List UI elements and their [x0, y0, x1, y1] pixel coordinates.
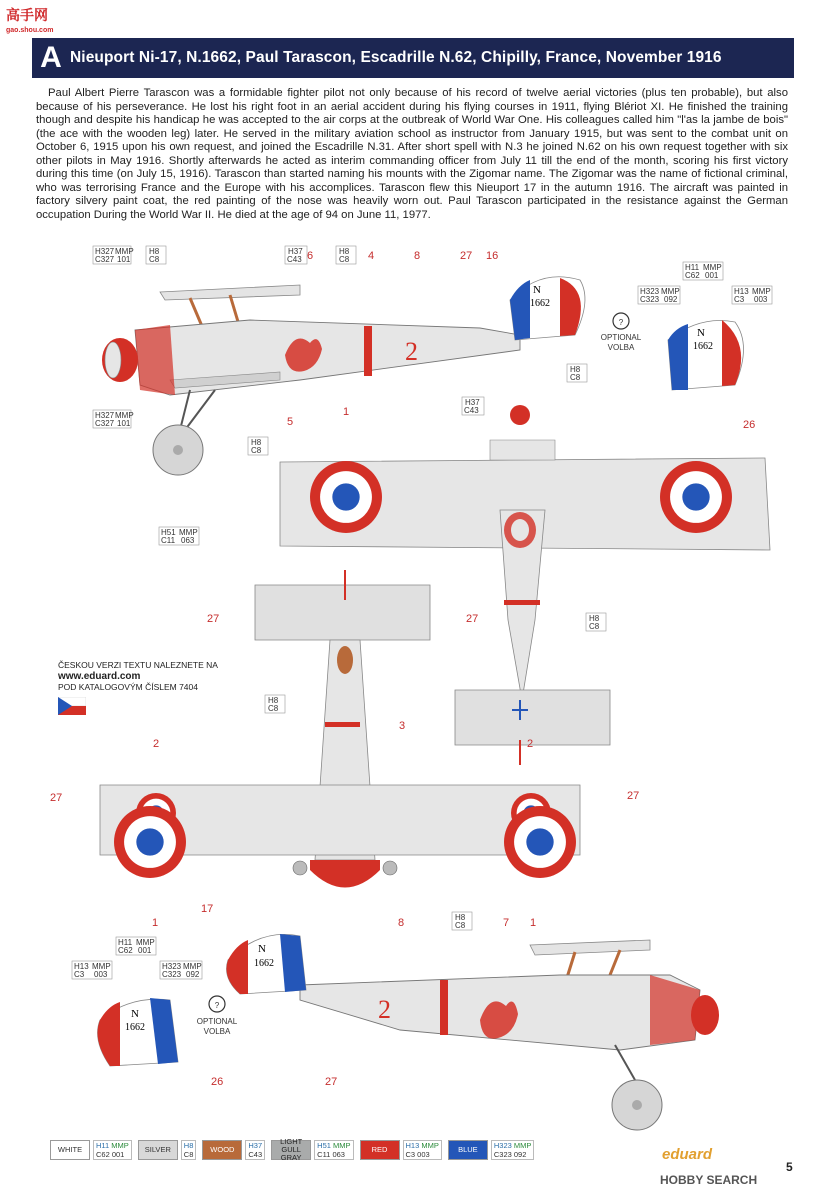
svg-text:1: 1	[530, 917, 537, 929]
profile-title: Nieuport Ni-17, N.1662, Paul Tarascon, Escadrille N.62, Chipilly, France, November 1916	[70, 49, 722, 66]
profile-letter: A	[40, 41, 62, 74]
svg-text:4: 4	[368, 250, 375, 262]
svg-text:27: 27	[460, 250, 473, 262]
legend-swatch: WHITE	[50, 1140, 90, 1160]
callout-h8-top2	[336, 246, 356, 264]
svg-text:2: 2	[153, 738, 160, 750]
svg-text:2: 2	[527, 738, 534, 750]
svg-text:H327: H327	[95, 411, 115, 420]
callout-h327-nose	[93, 410, 134, 428]
svg-text:N: N	[533, 284, 541, 296]
callout-h8-side2	[452, 912, 472, 930]
callout-h13-right	[732, 286, 772, 304]
svg-text:27: 27	[50, 792, 63, 804]
svg-text:17: 17	[201, 903, 214, 915]
svg-text:1: 1	[343, 406, 350, 418]
svg-text:C323: C323	[162, 970, 182, 979]
svg-text:VOLBA: VOLBA	[607, 343, 635, 352]
svg-text:2: 2	[378, 995, 391, 1024]
svg-text:1662: 1662	[254, 958, 274, 969]
svg-text:C43: C43	[464, 406, 479, 415]
svg-text:3: 3	[399, 720, 406, 732]
svg-text:H13: H13	[74, 962, 89, 971]
svg-text:C8: C8	[455, 921, 466, 930]
optional-rudder-right	[668, 320, 744, 390]
svg-text:C8: C8	[570, 373, 581, 382]
czech-line2: www.eduard.com	[58, 671, 141, 682]
svg-text:092: 092	[186, 970, 200, 979]
svg-text:N: N	[258, 943, 266, 955]
svg-text:MMP: MMP	[136, 938, 155, 947]
svg-text:5: 5	[287, 416, 294, 428]
svg-text:C327: C327	[95, 255, 115, 264]
legend-swatch: LIGHT GULL GRAY	[271, 1140, 311, 1160]
svg-text:C8: C8	[251, 446, 262, 455]
callout-h8-top	[146, 246, 166, 264]
legend-item	[50, 1140, 132, 1160]
svg-text:101: 101	[117, 255, 131, 264]
callout-h13-left	[72, 961, 112, 979]
callout-h323-right	[638, 286, 680, 304]
czech-line3: POD KATALOGOVÝM ČÍSLEM 7404	[58, 682, 198, 692]
svg-text:26: 26	[743, 419, 756, 431]
svg-text:27: 27	[207, 613, 220, 625]
watermark-sub: gao.shou.com	[6, 27, 54, 34]
callout-h37-tail	[462, 397, 484, 415]
svg-text:H51: H51	[161, 528, 176, 537]
legend-codes: H51 MMP C11 063	[314, 1140, 353, 1160]
side-view-right	[227, 934, 720, 1130]
svg-text:OPTIONAL: OPTIONAL	[196, 1017, 238, 1026]
page-number: 5	[786, 1160, 793, 1174]
callout-h8-bottom	[265, 695, 285, 713]
callout-h323-left	[160, 961, 202, 979]
watermark-main: 高手网	[6, 7, 48, 23]
svg-text:H8: H8	[455, 913, 466, 922]
svg-text:H37: H37	[465, 398, 480, 407]
svg-text:C3: C3	[74, 970, 85, 979]
optional-marker-bottom	[197, 996, 238, 1036]
svg-text:H8: H8	[339, 247, 350, 256]
callout-h11-right	[683, 262, 723, 280]
callout-h8-topview2	[586, 613, 606, 631]
legend-item	[271, 1137, 353, 1162]
svg-text:063: 063	[181, 536, 195, 545]
legend-swatch: WOOD	[202, 1140, 242, 1160]
czech-note	[58, 660, 218, 715]
svg-text:C11: C11	[161, 536, 176, 545]
legend-item	[138, 1140, 197, 1160]
svg-text:N: N	[697, 327, 705, 339]
svg-text:C8: C8	[339, 255, 350, 264]
callout-h8-topview	[567, 364, 587, 382]
svg-text:003: 003	[754, 295, 768, 304]
svg-text:N: N	[131, 1008, 139, 1020]
svg-text:C323: C323	[640, 295, 660, 304]
legend-swatch: BLUE	[448, 1140, 488, 1160]
callout-h8-wheel	[248, 437, 268, 455]
svg-text:MMP: MMP	[92, 962, 111, 971]
svg-text:8: 8	[414, 250, 421, 262]
legend-codes: H13 MMP C3 003	[403, 1140, 442, 1160]
svg-text:001: 001	[138, 946, 152, 955]
czech-line1: ČESKOU VERZI TEXTU NALEZNETE NA	[58, 660, 218, 670]
callout-h327-top	[93, 246, 134, 264]
legend-codes: H11 MMP C62 001	[93, 1140, 132, 1160]
svg-text:C8: C8	[149, 255, 160, 264]
svg-text:MMP: MMP	[179, 528, 198, 537]
svg-text:1662: 1662	[530, 298, 550, 309]
legend-codes: H323 MMP C323 092	[491, 1140, 535, 1160]
brand-logo: eduard	[662, 1146, 713, 1163]
svg-text:27: 27	[466, 613, 479, 625]
pilot-biography: Paul Albert Pierre Tarascon was a formidable fighter pilot not only because of his record of twelve aerial victories (plus ten probable), but also because of his perseverance. He lost his right foot in an aerial accident during his flying courses in 1911, flying Blériot XI. He finished the training though and despite his handicap he was accepted to the air corps at the outbreak of World War One. His colleagues called him "l'as la jambe de bois" (the ace with the wooden leg) later. He served in the military aviation school as instructor from January 1915, but was sent to the combat unit on October 6, 1915 upon his own request, and joined the Escadrille N.31. After short spell with N.3 he joined N.62 on his own request together with six other pilots in May 1916. Shortly afterwards he acted as interim commanding officer from July 11 till the end of the month, scoring his first victory during this time (on July 15, 1916). Tarascon than started naming his mounts with the Zigomar name. The Zigomar was the name of fictional criminal, who was terrorising France and the Europe with his accomplices. Tarascon flew this Nieuport 17 in the autumn 1916. The aircraft was painted in factory silvery paint coat, the red painting of the nose was heavily worn out. Paul Tarascon participated in the resistance against the German occupation During the World War II. He died at the age of 94 on June 11, 1977.	[36, 87, 788, 221]
svg-text:H327: H327	[95, 247, 115, 256]
legend-codes: H37 C43	[245, 1140, 265, 1160]
svg-text:H8: H8	[570, 365, 581, 374]
svg-text:H323: H323	[162, 962, 182, 971]
site-watermark: HOBBY SEARCH	[660, 1173, 758, 1187]
legend-item	[202, 1140, 265, 1160]
svg-text:26: 26	[211, 1076, 224, 1088]
svg-text:C8: C8	[589, 622, 600, 631]
svg-text:?: ?	[618, 318, 624, 327]
svg-text:H11: H11	[685, 263, 700, 272]
optional-marker-top	[601, 313, 642, 352]
legend-item	[360, 1140, 442, 1160]
legend-swatch: RED	[360, 1140, 400, 1160]
svg-text:H323: H323	[640, 287, 660, 296]
svg-text:C327: C327	[95, 419, 115, 428]
svg-text:VOLBA: VOLBA	[203, 1027, 231, 1036]
svg-text:MMP: MMP	[703, 263, 722, 272]
callout-h51	[159, 527, 199, 545]
svg-text:C62: C62	[685, 271, 700, 280]
svg-text:C62: C62	[118, 946, 133, 955]
svg-text:MMP: MMP	[661, 287, 680, 296]
svg-text:6: 6	[307, 250, 314, 262]
fuselage-number: 2	[405, 337, 418, 366]
svg-text:27: 27	[325, 1076, 338, 1088]
legend-codes: H8 C8	[181, 1140, 197, 1160]
svg-text:1662: 1662	[693, 341, 713, 352]
svg-text:H8: H8	[589, 614, 600, 623]
optional-rudder-left	[98, 998, 178, 1066]
svg-text:16: 16	[486, 250, 499, 262]
svg-text:1: 1	[152, 917, 159, 929]
svg-text:092: 092	[664, 295, 678, 304]
svg-text:MMP: MMP	[752, 287, 771, 296]
svg-text:H11: H11	[118, 938, 133, 947]
svg-text:OPTIONAL: OPTIONAL	[600, 333, 642, 342]
svg-text:003: 003	[94, 970, 108, 979]
color-legend	[50, 1137, 540, 1162]
svg-text:H13: H13	[734, 287, 749, 296]
svg-text:MMP: MMP	[115, 411, 134, 420]
svg-text:MMP: MMP	[115, 247, 134, 256]
svg-text:MMP: MMP	[183, 962, 202, 971]
legend-item	[448, 1140, 535, 1160]
svg-text:1662: 1662	[125, 1022, 145, 1033]
svg-text:H8: H8	[149, 247, 160, 256]
svg-text:C8: C8	[268, 704, 279, 713]
svg-text:H37: H37	[288, 247, 303, 256]
callout-h37-top	[285, 246, 307, 264]
svg-text:7: 7	[503, 917, 510, 929]
legend-swatch: SILVER	[138, 1140, 178, 1160]
callout-h11-left	[116, 937, 156, 955]
svg-text:?: ?	[214, 1001, 220, 1010]
svg-text:C43: C43	[287, 255, 302, 264]
svg-text:H8: H8	[251, 438, 262, 447]
svg-text:H8: H8	[268, 696, 279, 705]
svg-text:101: 101	[117, 419, 131, 428]
svg-text:001: 001	[705, 271, 719, 280]
svg-text:C3: C3	[734, 295, 745, 304]
czech-flag-icon	[58, 697, 86, 715]
svg-text:8: 8	[398, 917, 405, 929]
svg-text:27: 27	[627, 790, 640, 802]
